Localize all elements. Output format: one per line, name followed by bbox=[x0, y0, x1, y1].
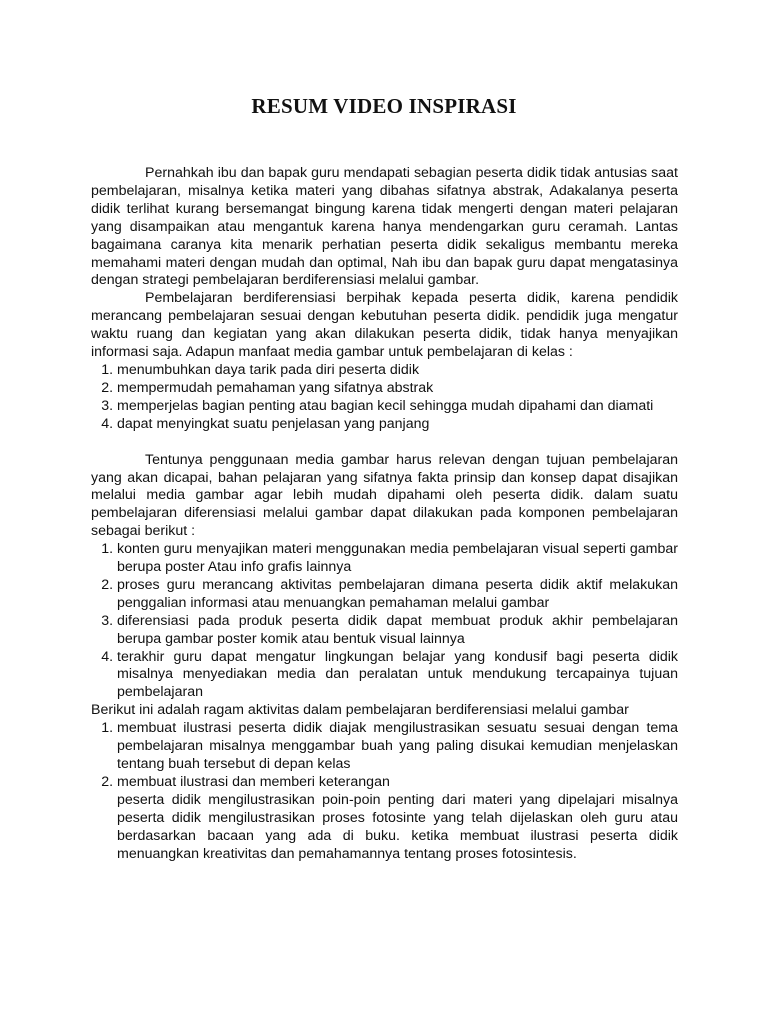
paragraph-activities-intro: Berikut ini adalah ragam aktivitas dalam pembelajaran berdiferensiasi melalui gambar bbox=[91, 702, 629, 719]
list-item: 3. memperjelas bagian penting atau bagian kecil sehingga mudah dipahami dan diamati bbox=[117, 398, 678, 416]
list-item: 2. proses guru merancang aktivitas pembelajaran dimana peserta didik aktif melakukan penggalian informasi atau menuangkan pemahaman melalui gambar bbox=[117, 577, 678, 613]
paragraph-intro: Pernahkah ibu dan bapak guru mendapati sebagian peserta didik tidak antusias saat pembelajaran, misalnya ketika materi yang dibahas sifatnya abstrak, Adakalanya peserta didik terlihat kurang bersemangat bingung karena tidak mengerti dengan materi pelajaran yang disampaikan atau mengantuk karena hanya mendengarkan guru ceramah. Lantas bagaimana caranya kita menarik perhatian peserta didik sekaligus membantu mereka memahami materi dengan mudah dan optimal, Nah ibu dan bapak guru dapat mengatasinya dengan strategi pembelajaran berdiferensiasi melalui gambar. bbox=[91, 165, 678, 289]
activities-list bbox=[91, 720, 678, 792]
document-title: RESUM VIDEO INSPIRASI bbox=[251, 94, 517, 118]
components-list bbox=[91, 541, 678, 702]
list-item: 4. dapat menyingkat suatu penjelasan yang panjang bbox=[117, 416, 678, 434]
spacer bbox=[91, 434, 678, 452]
list-item: 1. menumbuhkan daya tarik pada diri peserta didik bbox=[117, 362, 678, 380]
list-item: 1. konten guru menyajikan materi menggunakan media pembelajaran visual seperti gambar berupa poster Atau info grafis lainnya bbox=[117, 541, 678, 577]
list-item: 2. mempermudah pemahaman yang sifatnya abstrak bbox=[117, 380, 678, 398]
paragraph-relevance: Tentunya penggunaan media gambar harus relevan dengan tujuan pembelajaran yang akan dicapai, bahan pelajaran yang sifatnya fakta prinsip dan konsep dapat disajikan melalui media gambar agar lebih mudah dipahami oleh peserta didik. dalam suatu pembelajaran diferensiasi melalui gambar dapat dilakukan pada komponen pembelajaran sebagai berikut : bbox=[91, 451, 678, 540]
list-item: 2. membuat ilustrasi dan memberi keterangan bbox=[117, 774, 678, 792]
paragraph-differentiation: Pembelajaran berdiferensiasi berpihak kepada peserta didik, karena pendidik merancang pembelajaran sesuai dengan kebutuhan peserta didik. pendidik juga mengatur waktu ruang dan kegiatan yang akan dilakukan peserta didik, tidak hanya menyajikan informasi saja. Adapun manfaat media gambar untuk pembelajaran di kelas : bbox=[91, 290, 678, 361]
list-item: 4. terakhir guru dapat mengatur lingkungan belajar yang kondusif bagi peserta didik misalnya menyediakan media dan peralatan untuk mendukung tercapainya tujuan pembelajaran bbox=[117, 649, 678, 703]
paragraph-activity-detail: peserta didik mengilustrasikan poin-poin penting dari materi yang dipelajari misalnya peserta didik mengilustrasikan proses fotosinte yang telah dijelaskan oleh guru atau berdasarkan bacaan yang ada di buku. ketika membuat ilustrasi peserta didik menuangkan kreativitas dan pemahamannya tentang proses fotosintesis. bbox=[117, 791, 678, 862]
list-item: 3. diferensiasi pada produk peserta didik dapat membuat produk akhir pembelajaran berupa gambar poster komik atau bentuk visual lainnya bbox=[117, 613, 678, 649]
document-body bbox=[91, 165, 678, 863]
list-item: 1. membuat ilustrasi peserta didik diajak mengilustrasikan sesuatu sesuai dengan tema pembelajaran misalnya menggambar buah yang paling disukai kemudian menjelaskan tentang buah tersebut di depan kelas bbox=[117, 720, 678, 774]
benefits-list bbox=[91, 362, 678, 434]
